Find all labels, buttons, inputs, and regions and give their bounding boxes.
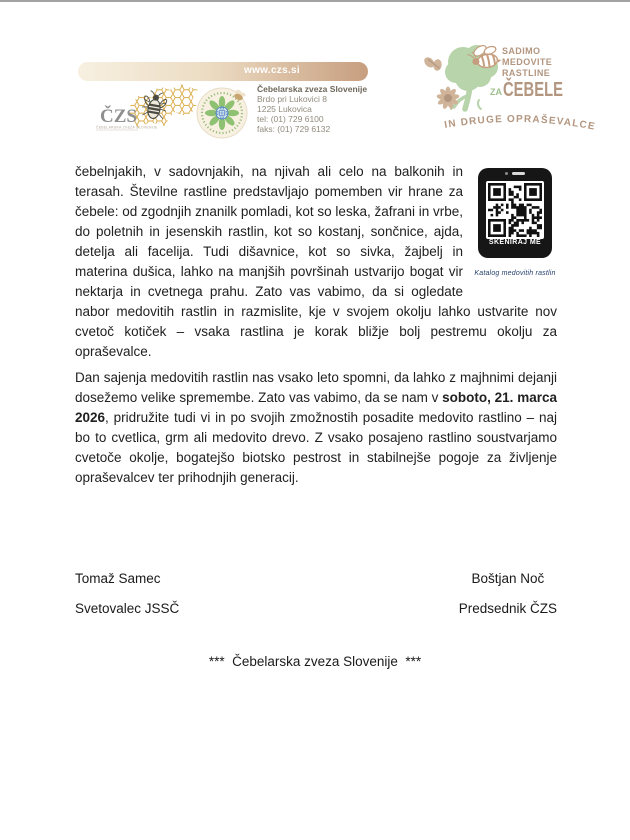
campaign-text-line2: MEDOVITE: [502, 57, 553, 67]
signatory-title-right: Predsednik ČZS: [458, 601, 557, 616]
campaign-text-line1: SADIMO: [502, 46, 541, 56]
qr-caption: Katalog medovitih rastlin: [474, 270, 556, 277]
campaign-text-line3: RASTLINE: [502, 68, 551, 78]
org-name: Čebelarska zveza Slovenije: [257, 84, 368, 94]
globe-icon: [216, 107, 228, 119]
paragraph-1: [75, 162, 557, 362]
honeycomb-map-icon: [126, 82, 204, 132]
signature-block: [75, 571, 557, 616]
page-top-border: [0, 0, 630, 2]
website-bar: [78, 62, 368, 81]
czs-logo: [92, 82, 204, 137]
signatory-right: [459, 571, 557, 616]
czs-caption-text: ČEBELARSKA ZVEZA SLOVENIJE: [96, 125, 158, 130]
event-date-bold: soboto, 21. marca 2026: [75, 390, 557, 425]
phone-speaker-icon: [512, 172, 525, 175]
qr-phone-frame: [478, 168, 552, 258]
signatory-name-right: Boštjan Noč: [471, 571, 545, 586]
paragraph-2-text-pre: Dan sajenja medovitih rastlin nas vsako leto spomni, da lahko z majhnimi dejanji dosežemo velike spremembe. Zato vas vabimo, da se nam v: [75, 370, 557, 405]
phone-camera-icon: [505, 172, 508, 175]
website-url: www.czs.si: [244, 65, 300, 76]
qr-scan-label: SKENIRAJ ME: [488, 239, 542, 246]
org-phone: tel: (01) 729 6100: [257, 114, 324, 124]
campaign-text-za: ZA: [490, 87, 502, 97]
campaign-text-cebele: ČEBELE: [503, 79, 585, 101]
campaign-arc-text: IN DRUGE OPRAŠEVALCE: [443, 113, 597, 133]
qr-code: [488, 183, 542, 237]
anniversary-stamp-logo: [194, 86, 250, 140]
org-city: 1225 Lukovica: [257, 104, 312, 114]
qr-code-box: [486, 181, 544, 239]
butterfly-icon: [423, 52, 446, 76]
signatory-name-left: Tomaž Samec: [75, 571, 161, 586]
org-street: Brdo pri Lukovici 8: [257, 94, 327, 104]
qr-block: [473, 162, 557, 284]
signatory-left: [75, 571, 179, 616]
org-address: [257, 84, 367, 134]
signatory-title-left: Svetovalec JSSČ: [75, 601, 180, 616]
paragraph-2: [75, 368, 557, 488]
paragraph-2-text-post: , pridružite tudi vi in po svojih zmožnostih posadite medovito rastlino – naj bo to cvetlica, grm ali medovito drevo. Z vsako posajeno rastlino soustvarjamo cvetoče okolje, bogatejšo biotsko pestrost in stabilnejše pogoje za življenje opraševalcev ter prihodnjih generacij.: [75, 410, 557, 485]
footer-line: *** Čebelarska zveza Slovenije ***: [208, 654, 422, 669]
czs-abbr-text: ČZS: [100, 106, 137, 127]
letter-body: [75, 162, 557, 488]
campaign-logo: [423, 36, 608, 140]
org-fax: faks: (01) 729 6132: [257, 124, 331, 134]
phone-top-detail: [478, 172, 552, 175]
paragraph-1-text: čebelnjakih, v sadovnjakih, na njivah ali celo na balkonih in terasah. Številne rastline predstavljajo pomemben vir hrane za čebele: od zgodnjih znanilk pomladi, kot so leska, žafrani in vrbe, do poletnih in jesenskih rastlin, kot so kostanj, sončnice, ajda, detelja ali facelija. Tudi dišavnice, kot so sivka, žajbelj in materina dušica, lahko na manjših površinah ustvarijo bogat vir nektarja in cvetnega prahu. Zato vas vabimo, da si ogledate nabor medovitih rastlin in razmislite, kje v svojem okolju lahko ustvarite nov cvetoč kotiček – vsaka rastlina je korak bližje bolj pestremu okolju za opraševalce.: [75, 164, 557, 359]
